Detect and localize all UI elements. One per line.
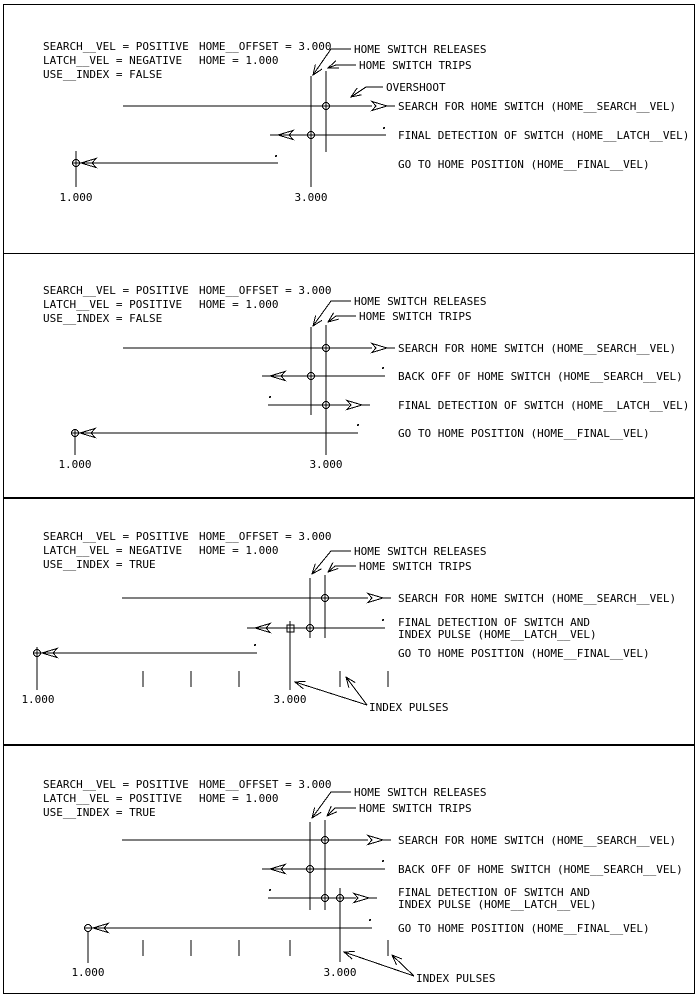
param-home: HOME = 1.000 [199, 298, 279, 311]
right-arrow-icon [372, 102, 395, 111]
step-final-move [85, 919, 373, 963]
step-label: FINAL DETECTION OF SWITCH AND [398, 616, 591, 629]
step-search-move [123, 344, 395, 353]
param-home: HOME = 1.000 [199, 792, 279, 805]
right-arrow-icon [372, 344, 395, 353]
step-latch-index-move [268, 889, 377, 903]
callout-home-switch-releases: HOME SWITCH RELEASES [354, 295, 487, 308]
axis-label-offset: 3.000 [294, 191, 328, 204]
step-labels [398, 100, 689, 171]
param-home-offset: HOME__OFFSET = 3.000 [199, 778, 332, 791]
callout-overshoot: OVERSHOOT [386, 81, 446, 94]
param-latch-vel: LATCH__VEL = POSITIVE [43, 298, 183, 311]
switch-callouts [313, 43, 486, 97]
step-label: BACK OFF OF HOME SWITCH (HOME__SEARCH__VEL) [398, 863, 683, 876]
trips-leader-arrow [328, 65, 356, 68]
param-use-index: USE__INDEX = FALSE [43, 312, 163, 325]
param-search-vel: SEARCH__VEL = POSITIVE [43, 40, 189, 53]
right-arrow-icon [368, 594, 391, 603]
index-pulses-label: INDEX PULSES [369, 701, 449, 714]
param-home-offset: HOME__OFFSET = 3.000 [199, 284, 332, 297]
axis-label-offset: 3.000 [323, 966, 357, 979]
step-label: INDEX PULSE (HOME__LATCH__VEL) [398, 898, 597, 911]
step-search-move [123, 102, 395, 111]
right-arrow-icon [368, 836, 391, 845]
step-search-move [122, 594, 391, 603]
step-final-move [73, 151, 279, 187]
step-label: GO TO HOME POSITION (HOME__FINAL__VEL) [398, 647, 650, 660]
axis-label-offset: 3.000 [273, 693, 307, 706]
trips-leader-arrow [328, 316, 356, 322]
callout-home-switch-releases: HOME SWITCH RELEASES [354, 43, 487, 56]
step-label: SEARCH FOR HOME SWITCH (HOME__SEARCH__VEL) [398, 592, 677, 605]
param-latch-vel: LATCH__VEL = NEGATIVE [43, 544, 183, 557]
panel-4-latch-positive-with-index [3, 745, 695, 994]
step-label: FINAL DETECTION OF SWITCH (HOME__LATCH__VEL) [398, 399, 690, 412]
panel-3-latch-negative-with-index [3, 498, 695, 745]
panel-1-latch-negative-no-index [3, 4, 695, 254]
callout-home-switch-releases: HOME SWITCH RELEASES [354, 786, 487, 799]
step-latch-index-move [247, 619, 385, 633]
parameter-block [43, 284, 331, 325]
parameter-block [43, 778, 331, 819]
param-home: HOME = 1.000 [199, 544, 279, 557]
param-home-offset: HOME__OFFSET = 3.000 [199, 530, 332, 543]
axis-label-home: 1.000 [59, 191, 93, 204]
parameter-block [43, 40, 331, 81]
step-label: SEARCH FOR HOME SWITCH (HOME__SEARCH__VEL) [398, 342, 677, 355]
index-pulses-label: INDEX PULSES [416, 972, 496, 985]
step-backoff-move [262, 860, 385, 874]
index-pulses-callout [295, 677, 448, 714]
trips-leader-arrow [327, 808, 356, 816]
axis-label-home: 1.000 [71, 966, 105, 979]
step-label: SEARCH FOR HOME SWITCH (HOME__SEARCH__VEL) [398, 834, 677, 847]
parameter-block [43, 530, 331, 571]
overshoot-leader-arrow [351, 87, 383, 97]
param-search-vel: SEARCH__VEL = POSITIVE [43, 778, 189, 791]
axis-label-home: 1.000 [58, 458, 92, 471]
index-leader-arrow [346, 677, 367, 705]
step-label: FINAL DETECTION OF SWITCH (HOME__LATCH__VEL) [398, 129, 690, 142]
param-use-index: USE__INDEX = FALSE [43, 68, 163, 81]
step-label: GO TO HOME POSITION (HOME__FINAL__VEL) [398, 427, 650, 440]
releases-leader-arrow [312, 551, 351, 574]
releases-leader-arrow [313, 301, 351, 326]
step-search-move [122, 836, 391, 845]
right-arrow-icon [347, 401, 370, 410]
param-home: HOME = 1.000 [199, 54, 279, 67]
param-latch-vel: LATCH__VEL = NEGATIVE [43, 54, 183, 67]
releases-leader-arrow [312, 792, 351, 818]
step-label: BACK OFF OF HOME SWITCH (HOME__SEARCH__VEL) [398, 370, 683, 383]
step-label: INDEX PULSE (HOME__LATCH__VEL) [398, 628, 597, 641]
step-final-move [72, 424, 360, 455]
step-labels [398, 834, 683, 935]
index-pulse-ticks [143, 940, 388, 956]
step-label: GO TO HOME POSITION (HOME__FINAL__VEL) [398, 922, 650, 935]
callout-home-switch-trips: HOME SWITCH TRIPS [359, 560, 472, 573]
step-final-move [34, 644, 258, 690]
right-arrow-icon [354, 894, 377, 903]
switch-callouts [313, 295, 486, 326]
callout-home-switch-trips: HOME SWITCH TRIPS [359, 310, 472, 323]
switch-callouts [312, 786, 486, 818]
step-latch-move [270, 127, 386, 140]
step-latch-move [268, 396, 370, 410]
axis-label-home: 1.000 [21, 693, 55, 706]
step-label: FINAL DETECTION OF SWITCH AND [398, 886, 591, 899]
callout-home-switch-trips: HOME SWITCH TRIPS [359, 59, 472, 72]
param-use-index: USE__INDEX = TRUE [43, 558, 156, 571]
step-backoff-move [262, 367, 385, 381]
step-label: GO TO HOME POSITION (HOME__FINAL__VEL) [398, 158, 650, 171]
param-search-vel: SEARCH__VEL = POSITIVE [43, 530, 189, 543]
callout-home-switch-trips: HOME SWITCH TRIPS [359, 802, 472, 815]
switch-callouts [312, 545, 486, 574]
panel-2-latch-positive-no-index [3, 253, 695, 498]
param-search-vel: SEARCH__VEL = POSITIVE [43, 284, 189, 297]
index-pulses-callout [344, 952, 495, 985]
index-leader-arrow [392, 955, 414, 976]
step-label: SEARCH FOR HOME SWITCH (HOME__SEARCH__VEL) [398, 100, 677, 113]
param-latch-vel: LATCH__VEL = POSITIVE [43, 792, 183, 805]
callout-home-switch-releases: HOME SWITCH RELEASES [354, 545, 487, 558]
param-use-index: USE__INDEX = TRUE [43, 806, 156, 819]
trips-leader-arrow [328, 566, 356, 572]
step-labels [398, 592, 676, 660]
step-labels [398, 342, 689, 440]
axis-label-offset: 3.000 [309, 458, 343, 471]
param-home-offset: HOME__OFFSET = 3.000 [199, 40, 332, 53]
